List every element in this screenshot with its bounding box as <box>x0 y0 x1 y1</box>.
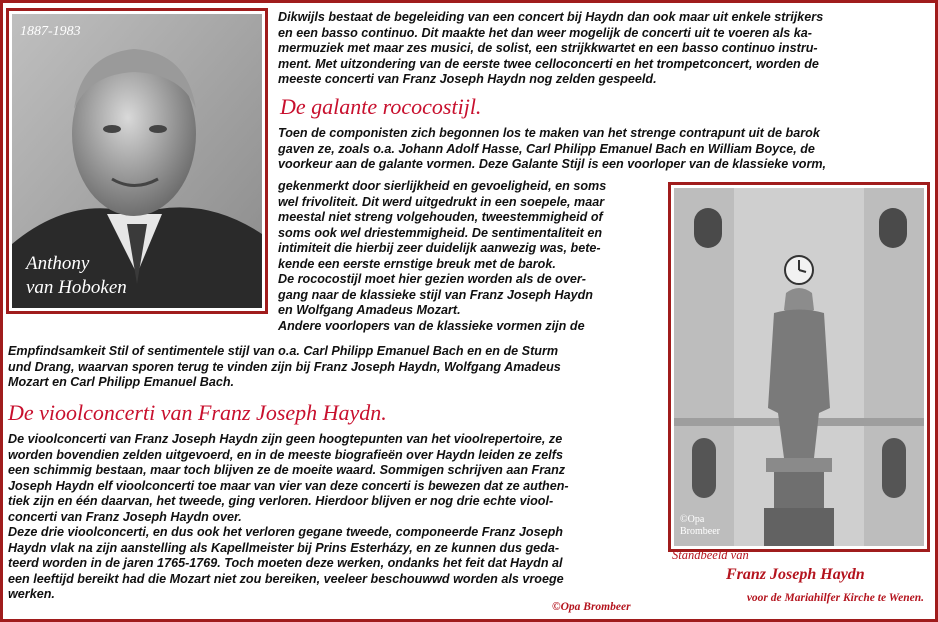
intro-paragraph <box>278 10 823 88</box>
statue-frame <box>668 182 930 552</box>
violin-line: een schimmig bestaan, maar toch blijven ze de moeite waard. Sommigen schrijven aan Franz <box>8 463 566 477</box>
rococo-line: und Drang, waarvan sporen terug te vinden zijn bij Franz Joseph Haydn, Wolfgang Amadeus <box>8 359 561 374</box>
violin-line: een leeftijd bereikt had die Mozart niet zou bereiken, veeleer beschouwwd worden als vroege <box>8 571 564 586</box>
intro-line: en een basso continuo. Dit maakte het dan weer mogelijk de concerti uit te voeren als ka- <box>278 25 812 40</box>
intro-line: mermuziek met maar zes musici, de solist, een strijkkwartet en een basso continuo instru- <box>278 41 818 55</box>
portrait-frame <box>6 8 268 314</box>
rococo-line: en Wolfgang Amadeus Mozart. <box>278 303 461 317</box>
heading-violin-concerti: De vioolconcerti van Franz Joseph Haydn. <box>8 400 387 425</box>
rococo-line: gaven ze, zoals o.a. Johann Adolf Hasse, Carl Philipp Emanuel Bach en William Boyce, de <box>278 141 815 156</box>
violin-line: teerd worden in de jaren 1765-1769. Toch moeten deze werken, ondanks het feit dat Haydn al <box>8 556 563 570</box>
intro-line: Dikwijls bestaat de begeleiding van een concert bij Haydn dan ook maar uit enkele strijkers <box>278 10 824 24</box>
violin-line: Deze drie vioolconcerti, en dus ook het verloren gegane tweede, componeerde Franz Joseph <box>8 525 563 539</box>
rococo-line: gang naar de klassieke stijl van Franz Joseph Haydn <box>278 287 593 302</box>
statue-illustration <box>674 188 924 546</box>
rococo-line: intimiteit die hierbij zeer duidelijk aanwezig was, bete- <box>278 241 601 255</box>
violin-line: tiek zijn en één daarvan, het tweede, ging verloren. Hierdoor blijven er nog drie echte viool- <box>8 494 554 508</box>
rococo-line: wel frivoliteit. Dit werd uitgedrukt in een soepele, maar <box>278 194 605 209</box>
violin-line: worden bovendien zelden uitgevoerd, en in de meeste biografieën over Haydn leiden ze zelfs <box>8 447 563 462</box>
portrait-name-line2: van Hoboken <box>26 277 127 298</box>
rococo-line: Andere voorlopers van de klassieke vormen zijn de <box>278 318 585 333</box>
rococo-line: voorkeur aan de galante vormen. Deze Galante Stijl is een voorloper van de klassieke vorm, <box>278 157 827 171</box>
statue-copyright <box>680 514 720 538</box>
portrait-photo <box>12 14 262 308</box>
statue-caption-line1: Standbeeld van <box>672 548 749 562</box>
intro-line: meeste concerti van Franz Joseph Haydn nog zelden gespeeld. <box>278 72 657 86</box>
portrait-name-line1: Anthony <box>26 253 90 274</box>
footer-copyright: ©Opa Brombeer <box>552 601 631 613</box>
statue-caption-line3: voor de Mariahilfer Kirche te Wenen. <box>746 592 924 604</box>
rococo-line: De rococostijl moet hier gezien worden als de over- <box>278 272 586 286</box>
rococo-line: meestal niet streng volgehouden, tweestemmigheid of <box>278 210 603 224</box>
rococo-line: Mozart en Carl Philipp Emanuel Bach. <box>8 375 235 389</box>
violin-line: werken. <box>8 587 55 601</box>
statue-photo <box>674 188 924 546</box>
violin-paragraph <box>8 432 569 603</box>
rococo-paragraph-wide <box>8 344 561 391</box>
violin-line: Joseph Haydn elf vioolconcerti toe maar van vier van deze concerti is bewezen dat ze authen- <box>8 478 569 493</box>
rococo-line: soms ook wel driestemmigheid. De sentimentaliteit en <box>278 225 603 240</box>
statue-copyright-line2: Brombeer <box>680 526 720 537</box>
violin-line: Haydn vlak na zijn aanstelling als Kapellmeister bij Prins Esterházy, en ze kunnen dus geda- <box>8 540 560 555</box>
rococo-line: Toen de componisten zich begonnen los te maken van het strenge contrapunt uit de barok <box>278 126 820 140</box>
rococo-line: gekenmerkt door sierlijkheid en gevoeligheid, en soms <box>278 179 607 193</box>
violin-line: concerti van Franz Joseph Haydn over. <box>8 509 242 524</box>
portrait-caption <box>26 252 127 300</box>
heading-rococo: De galante rococostijl. <box>280 94 482 119</box>
rococo-paragraph-narrow <box>278 179 606 334</box>
violin-line: De vioolconcerti van Franz Joseph Haydn zijn geen hoogtepunten van het vioolrepertoire, ze <box>8 432 563 446</box>
intro-line: ment. Met uitzondering van de eerste twee celloconcerti en het trompetconcert, worden de <box>278 56 819 71</box>
statue-copyright-line1: ©Opa <box>680 514 705 525</box>
rococo-line: kende een eerste ernstige breuk met de barok. <box>278 256 556 271</box>
rococo-paragraph-full <box>278 126 826 173</box>
portrait-years: 1887-1983 <box>20 24 81 39</box>
statue-caption-line2: Franz Joseph Haydn <box>726 566 865 583</box>
rococo-line: Empfindsamkeit Stil of sentimentele stijl van o.a. Carl Philipp Emanuel Bach en en de Sturm <box>8 344 559 358</box>
